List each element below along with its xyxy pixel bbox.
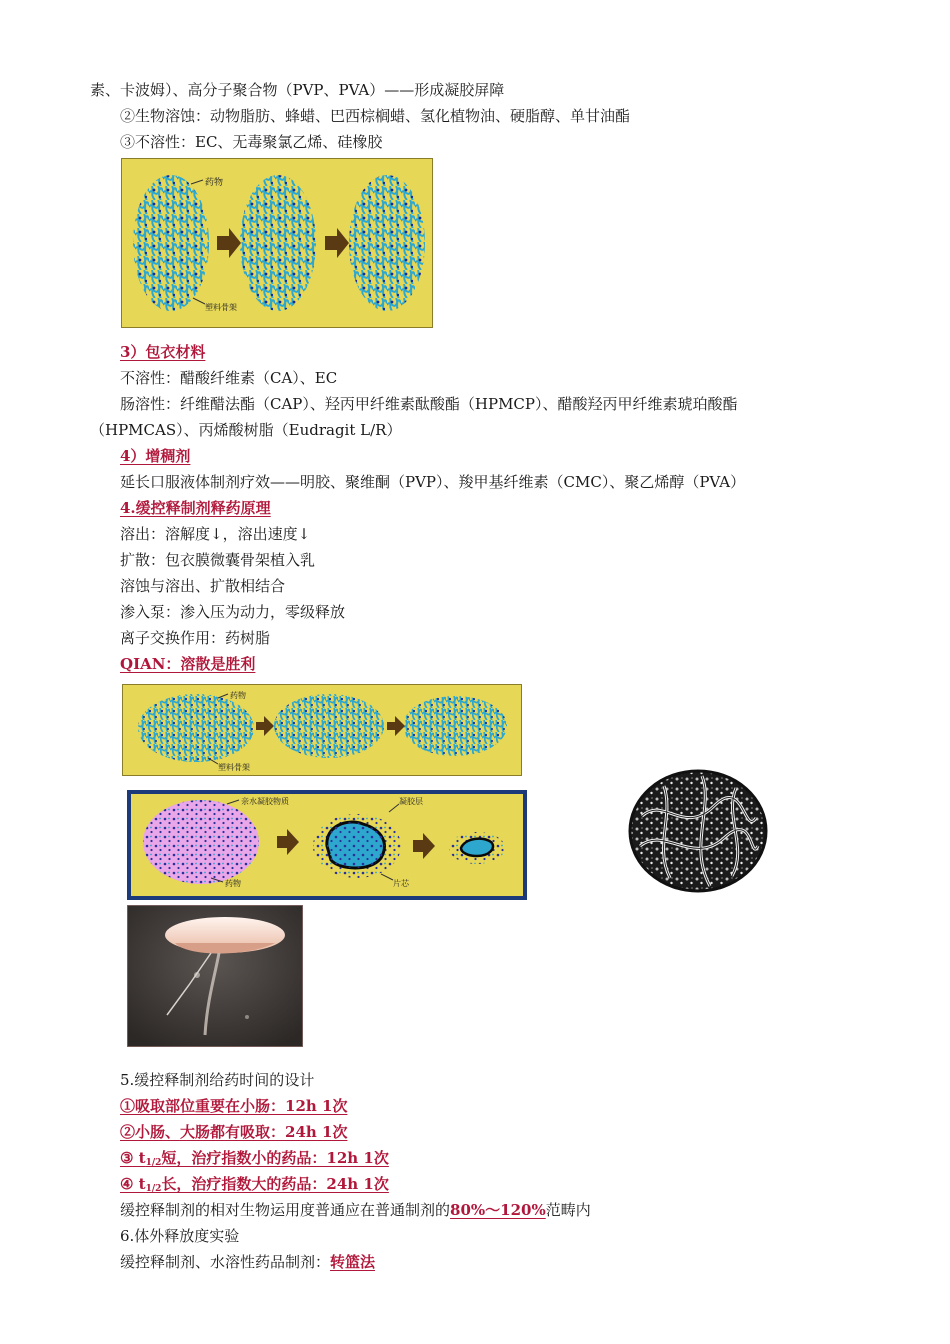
section-heading: 4.缓控释制剂释药原理 [120, 499, 271, 517]
section-heading: 3）包衣材料 [120, 343, 206, 361]
tablet-photo [127, 905, 303, 1047]
text-line: 不溶性：醋酸纤维素（CA）、EC [120, 369, 338, 387]
dosing-rule: ②小肠、大肠都有吸取：24h 1次 [120, 1123, 348, 1141]
plastic-skeleton-figure-wide [122, 684, 522, 776]
text-line: 离子交换作用：药树脂 [120, 629, 271, 647]
text-line: 溶出：溶解度↓，溶出速度↓ [120, 525, 311, 543]
text-line: 缓控释制剂的相对生物运用度普通应在普通制剂的80%～120%范畴内 [120, 1201, 591, 1219]
skeleton-label: 塑料骨架 [205, 303, 237, 312]
drug-label: 药物 [225, 879, 241, 888]
skeleton-label: 塑料骨架 [218, 763, 250, 772]
text-line: 延长口服液体制剂疗效——明胶、聚维酮（PVP）、羧甲基纤维素（CMC）、聚乙烯醇（PVA） [120, 473, 746, 491]
dosing-rule: ①吸取部位重要在小肠：12h 1次 [120, 1097, 348, 1115]
text-line: 素、卡波姆）、高分子聚合物（PVP、PVA）——形成凝胶屏障 [90, 81, 505, 99]
drug-label: 药物 [230, 691, 246, 700]
text-line: 溶蚀与溶出、扩散相结合 [120, 577, 286, 595]
dosing-rule: ④ $t_{1/2}$长，治疗指数大的药品：24h 1次 [120, 1175, 389, 1194]
hydrophilic-gel-figure [127, 790, 527, 900]
text-line: （HPMCAS）、丙烯酸树脂（Eudragit L/R） [90, 421, 402, 439]
plastic-skeleton-figure [121, 158, 433, 328]
text-line: 缓控释制剂、水溶性药品制剂：转篮法 [120, 1253, 376, 1271]
drug-label: 药物 [205, 178, 224, 188]
text-line: 渗入泵：渗入压为动力，零级释放 [120, 603, 346, 621]
gel-layer-label: 凝胶层 [399, 797, 423, 806]
text-line: 扩散：包衣膜微囊骨架植入乳 [120, 551, 316, 569]
text-line: 肠溶性：纤维醋法酯（CAP）、羟丙甲纤维素酞酸酯（HPMCP）、醋酸羟丙甲纤维素琥珀酸酯 [120, 395, 738, 413]
text-line: 5.缓控释制剂给药时间的设计 [120, 1071, 315, 1089]
core-label: 片芯 [393, 879, 409, 888]
section-heading: QIAN：溶散是胜利 [120, 655, 256, 673]
matrix-cross-section-figure [624, 766, 772, 896]
dosing-rule: ③ $t_{1/2}$短，治疗指数小的药品：12h 1次 [120, 1149, 389, 1168]
text-line: ②生物溶蚀：动物脂肪、蜂蜡、巴西棕榈蜡、氢化植物油、硬脂醇、单甘油酯 [120, 107, 631, 125]
text-line: ③不溶性：EC、无毒聚氯乙烯、硅橡胶 [120, 133, 383, 151]
gel-label: 亲水凝胶物质 [241, 797, 289, 806]
section-heading: 4）增稠剂 [120, 447, 191, 465]
text-line: 6.体外释放度实验 [120, 1227, 240, 1245]
